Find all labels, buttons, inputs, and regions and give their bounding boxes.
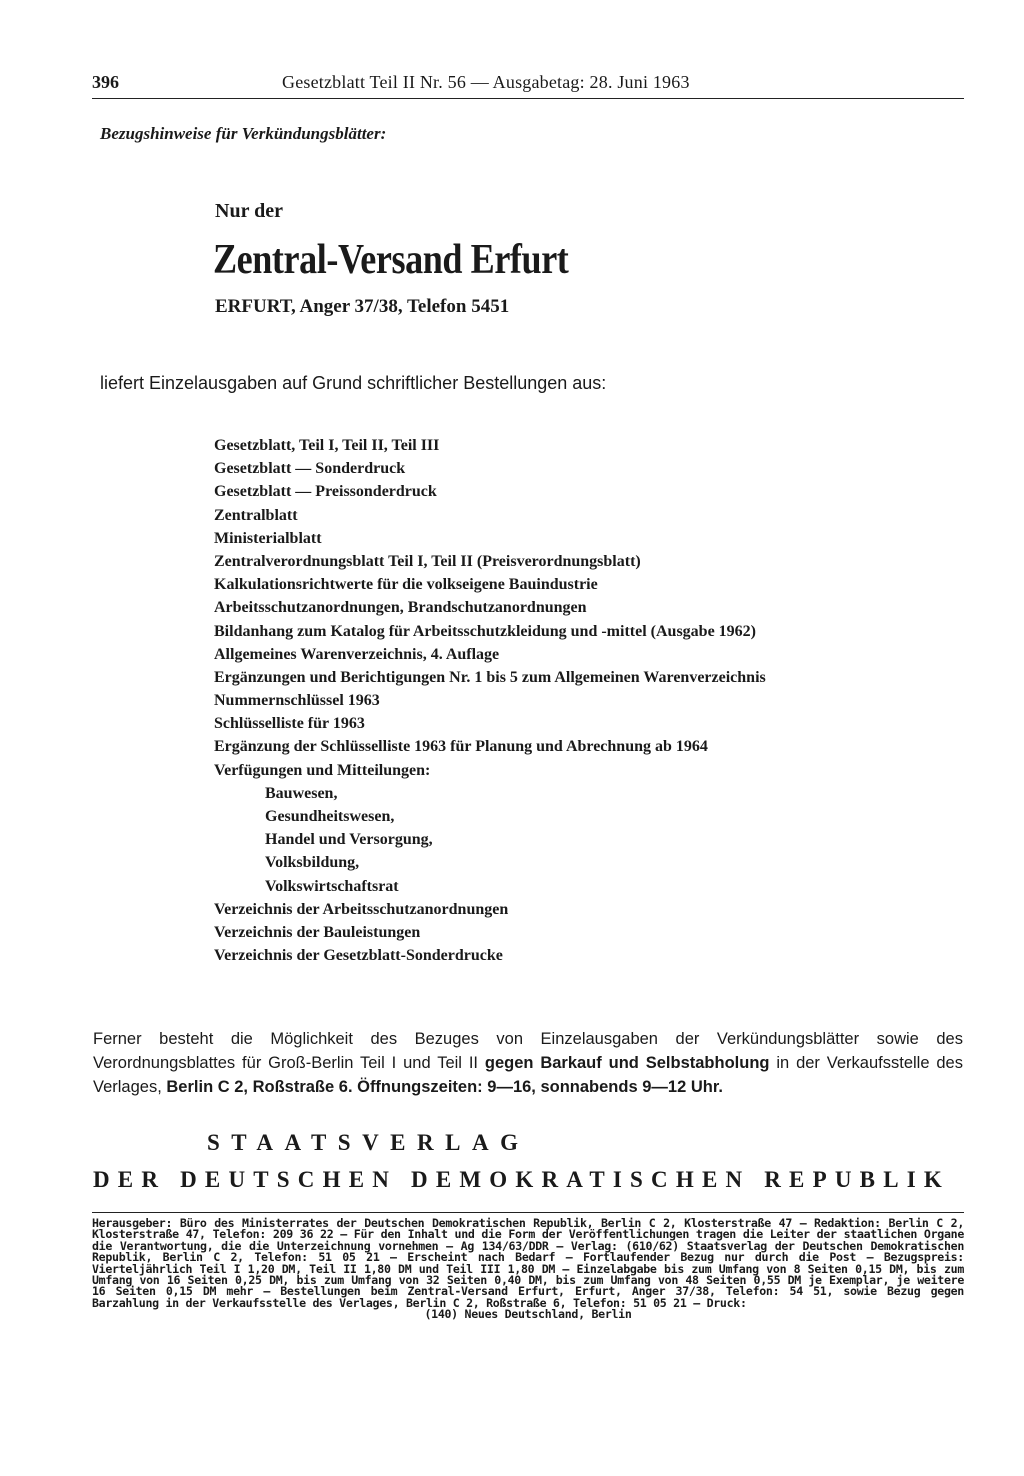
sub-publication-item: Volkswirtschaftsrat — [265, 877, 399, 895]
note-heading: Bezugshinweise für Verkündungsblätter: — [100, 124, 387, 143]
vendor-lead: Nur der — [215, 200, 283, 222]
sub-publication-item: Bauwesen, — [265, 784, 338, 802]
publication-item: Ministerialblatt — [214, 529, 322, 547]
publication-item: Arbeitsschutzanordnungen, Brandschutzanordnungen — [214, 599, 587, 617]
publication-item: Schlüsselliste für 1963 — [214, 715, 365, 733]
sub-publication-item: Volksbildung, — [265, 854, 360, 872]
directory-item: Verzeichnis der Gesetzblatt-Sonderdrucke — [214, 947, 503, 965]
publisher-subtitle: DER DEUTSCHEN DEMOKRATISCHEN REPUBLIK — [93, 1167, 950, 1192]
publication-item: Kalkulationsrichtwerte für die volkseigene Bauindustrie — [214, 576, 598, 594]
publication-item: Verfügungen und Mitteilungen: — [214, 761, 431, 779]
publication-item: Ergänzungen und Berichtigungen Nr. 1 bis 5 zum Allgemeinen Warenverzeichnis — [214, 668, 766, 686]
vendor-address: ERFURT, Anger 37/38, Telefon 5451 — [215, 296, 510, 317]
publication-item: Bildanhang zum Katalog für Arbeitsschutzkleidung und -mittel (Ausgabe 1962) — [214, 622, 756, 640]
publication-item: Nummernschlüssel 1963 — [214, 692, 380, 710]
running-head: Gesetzblatt Teil II Nr. 56 — Ausgabetag: 28. Juni 1963 — [282, 72, 690, 92]
intro-text: liefert Einzelausgaben auf Grund schriftlicher Bestellungen aus: — [100, 373, 607, 393]
publication-item: Zentralverordnungsblatt Teil I, Teil II (Preisverordnungsblatt) — [214, 552, 641, 570]
publisher-name: STAATSVERLAG — [207, 1130, 530, 1155]
publication-item: Gesetzblatt, Teil I, Teil II, Teil III — [214, 437, 440, 454]
sub-publication-item: Handel und Versorgung, — [265, 831, 433, 849]
directory-item: Verzeichnis der Arbeitsschutzanordnungen — [214, 900, 509, 918]
page-header — [92, 72, 964, 99]
paragraph-bold-text: gegen Barkauf und Selbstabholung — [484, 1053, 770, 1072]
imprint-block — [92, 1218, 964, 1321]
publication-item: Gesetzblatt — Preissonderdruck — [214, 483, 437, 501]
paragraph-text: Ferner besteht die Möglichkeit des Bezuges von Einzelausgaben der Verkündungsblätter sowie des Verordnungsblattes für Groß-Berlin Teil I und Teil II — [93, 1029, 963, 1072]
paragraph-text: in der Verkaufsstelle des Verlages, — [93, 1053, 963, 1096]
footer-divider — [92, 1212, 964, 1213]
publication-item: Allgemeines Warenverzeichnis, 4. Auflage — [214, 645, 500, 663]
publication-item: Ergänzung der Schlüsselliste 1963 für Planung und Abrechnung ab 1964 — [214, 738, 708, 756]
sub-publication-item: Gesundheitswesen, — [265, 808, 395, 825]
imprint-printer: (140) Neues Deutschland, Berlin — [424, 1307, 632, 1322]
publication-item: Zentralblatt — [214, 506, 298, 524]
purchase-paragraph — [93, 1027, 963, 1099]
directory-item: Verzeichnis der Bauleistungen — [214, 923, 421, 941]
vendor-name: Zentral-Versand Erfurt — [213, 237, 569, 283]
imprint-text: Herausgeber: Büro des Ministerrates der Deutschen Demokratischen Republik, Berlin C 2, Klosterstraße 47 – Redaktion: Berlin C 2, Klosterstraße 47, Telefon: 209 36 22 – Für den Inhalt und die Form der Veröffentlichungen tragen die Leiter der staatlichen Organe die Verantwortung, die die Unterzeichnung vornehmen – Ag 134/63/DDR – Verlag: (610/62) Staatsverlag der Deutschen Demokratischen Republik, Berlin C 2, Telefon: 51 05 21 – Erscheint nach Bedarf – Fortlaufender Bezug nur durch die Post – Bezugspreis: Vierteljährlich Teil I 1,20 DM, Teil II 1,80 DM und Teil III 1,80 DM – Einzelabgabe bis zum Umfang von 8 Seiten 0,15 DM, bis zum Umfang von 16 Seiten 0,25 DM, bis zum Umfang von 32 Seiten 0,40 DM, bis zum Umfang von 48 Seiten 0,55 DM je Exemplar, je weitere 16 Seiten 0,15 DM mehr – Bestellungen beim Zentral-Versand Erfurt, Erfurt, Anger 37/38, Telefon: 54 51, sowie Bezug gegen Barzahlung in der Verkaufsstelle des Verlages, Berlin C 2, Roßstraße 6, Telefon: 51 05 21 – Druck: — [92, 1216, 964, 1310]
paragraph-bold-text: Berlin C 2, Roßstraße 6. Öffnungszeiten: 9—16, sonnabends 9—12 Uhr. — [166, 1077, 723, 1096]
page-number: 396 — [92, 72, 119, 92]
publication-list — [214, 434, 766, 967]
publication-item: Gesetzblatt — Sonderdruck — [214, 460, 406, 478]
